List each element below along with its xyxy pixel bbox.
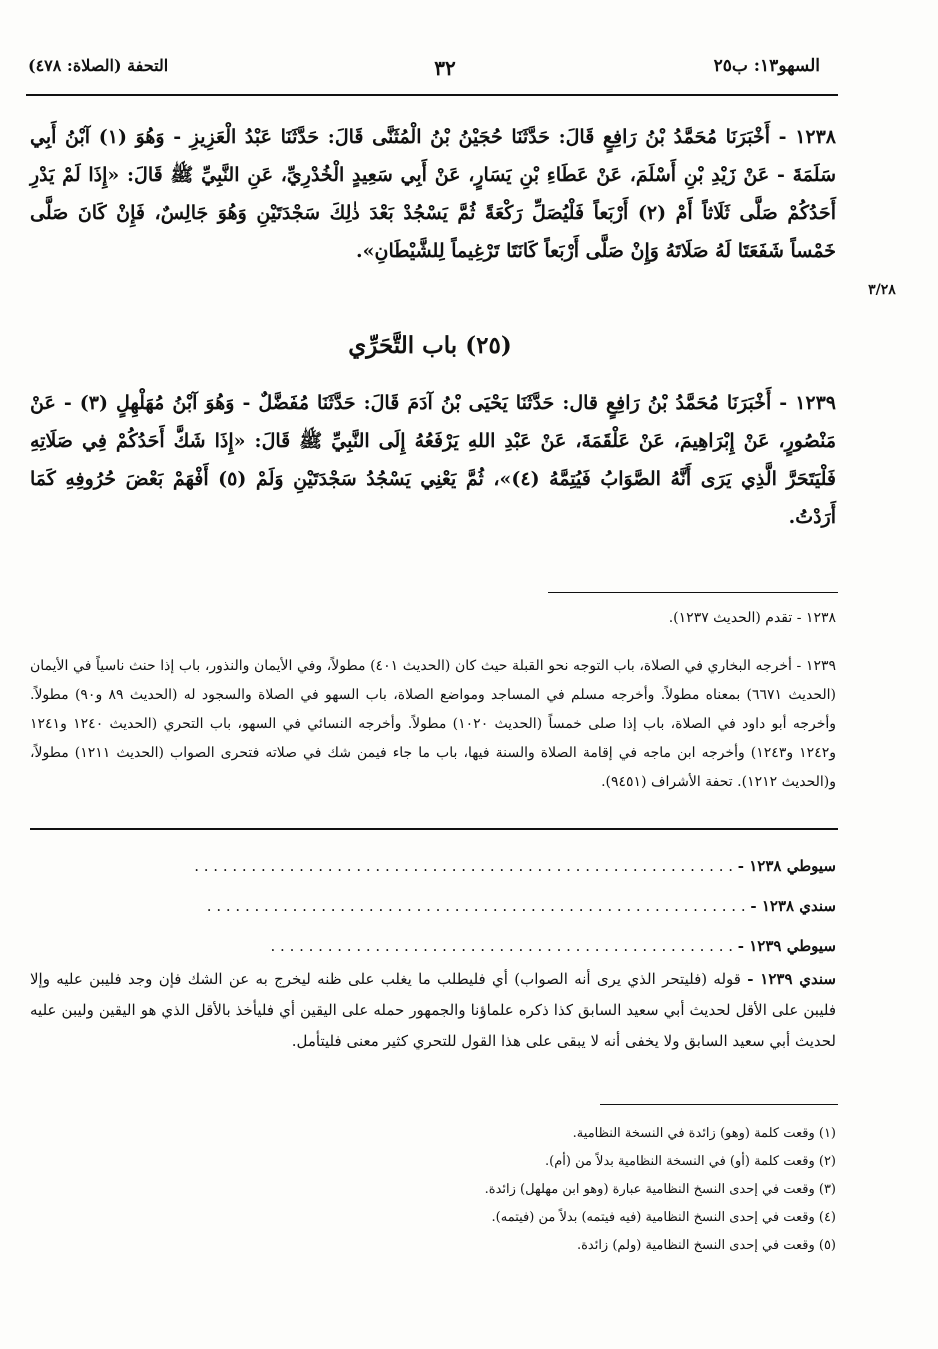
commentary-text: قوله (فليتحر الذي يرى أنه الصواب) أي فليطلب ما يغلب على ظنه ليخرج به عن الشك فإن وجد فليبن عليه وإلا فليبن على الأقل لحديث أبي سعيد السابق كذا ذكره علماؤنا والجمهور حمله على اليقين أي فليأخذ بالأقل الذي هو اليقين وليبن عليه لحديث أبي سعيد السابق ولا يخفى أنه لا يبقى على هذا القول للتحري كثير معنى فليتأمل. xyxy=(30,970,836,1050)
page-number: ٣٢ xyxy=(434,56,456,80)
footnote-4: (٤) وقعت في إحدى النسخ النظامية (فيه فيتمه) بدلاً من (فيتمه). xyxy=(491,1210,836,1225)
takhrij-1238: ١٢٣٨ - تقدم (الحديث ١٢٣٧). xyxy=(668,610,836,626)
chapter-title: (٢٥) باب التَّحَرِّي xyxy=(348,332,512,359)
commentary-line-suyuti-1238 xyxy=(30,852,836,880)
hadith-text: ١٢٣٩ - أَخْبَرَنَا مُحَمَّدُ بْنُ رَافِعٍ قال: حَدَّثَنَا يَحْيَى بْنُ آدَمَ قَالَ: حَدَّثَنَا مُفَضَّلٌ - وَهُوَ آبْنُ مُهَلْهِلٍ (٣) - عَنْ مَنْصُورٍ، عَنْ إِبْرَاهِيمَ، عَنْ عَلْقَمَةَ، عَنْ عَبْدِ اللهِ يَرْفَعُهُ إِلَى النَّبِيِّ ﷺ قَالَ: «إِذَا شَكَّ أَحَدُكُمْ فِي صَلَاتِهِ فَلْيَتَحَرَّ الَّذِي يَرَى أَنَّهُ الصَّوَابُ فَيُتِمَّهُ (٤)»، ثُمَّ يَعْنِي يَسْجُدُ سَجْدَتَيْنِ وَلَمْ (٥) أَفْهَمْ بَعْضَ حُرُوفِهِ كَمَا أَرَدْتُ. xyxy=(30,392,837,528)
commentary-sindi-1239 xyxy=(30,964,836,1057)
hadith-1238 xyxy=(30,118,836,270)
takhrij-1239: ١٢٣٩ - أخرجه البخاري في الصلاة، باب التوجه نحو القبلة حيث كان (الحديث ٤٠١) مطولاً، وفي الأيمان والنذور، باب إذا حنث ناسياً في الأيمان (الحديث ٦٦٧١) بمعناه مطولاً. وأخرجه مسلم في المساجد ومواضع الصلاة، باب السهو في الصلاة والسجود له (الحديث ٨٩ و٩٠) مطولاً. وأخرجه أبو داود في الصلاة، باب إذا صلى خمساً (الحديث ١٠٢٠) مطولاً. وأخرجه النسائي في السهو، باب التحري (الحديث ١٢٤٠ و١٢٤١ و١٢٤٢ و١٢٤٣) وأخرجه ابن ماجه في إقامة الصلاة والسنة فيها، باب ما جاء فيمن شك في صلاته فتحرى الصواب (الحديث ١٢١١) مطولاً، و(الحديث ١٢١٢). تحفة الأشراف (٩٤٥١). xyxy=(30,658,837,790)
commentary-rule xyxy=(30,828,838,830)
commentary-dots: . . . . . . . . . . . . . . . . . . . . . . . . . . . . . . . . . . . . . . . . . . . . . . . . . . . . . . . . . xyxy=(206,897,746,915)
hadith-text: ١٢٣٨ - أَخْبَرَنَا مُحَمَّدُ بْنُ رَافِعٍ قَالَ: حَدَّثَنَا حُجَيْنُ بْنُ الْمُثَنَّى قَالَ: حَدَّثَنَا عَبْدُ الْعَزِيزِ - وَهُوَ (١) آبْنُ أَبِي سَلَمَةَ - عَنْ زَيْدِ بْنِ أَسْلَمَ، عَنْ عَطَاءِ بْنِ يَسَارٍ، عَنْ أَبِي سَعِيدٍ الْخُدْرِيِّ، عَنِ النَّبِيِّ ﷺ قَالَ: «إِذَا لَمْ يَدْرِ أَحَدُكُمْ صَلَّى ثَلَاثاً أَمْ (٢) أَرْبَعاً فَلْيُصَلِّ رَكْعَةً ثُمَّ يَسْجُدْ بَعْدَ ذٰلِكَ سَجْدَتَيْنِ وَهُوَ جَالِسٌ، فَإِنْ كَانَ صَلَّى خَمْساً شَفَعَتَا لَهُ صَلَاتَهُ وَإِنْ صَلَّى أَرْبَعاً كَانَتَا تَرْغِيماً لِلشَّيْطَانِ». xyxy=(30,126,837,262)
commentary-label: سيوطي ١٢٣٨ - xyxy=(737,857,836,875)
header-left-ref: التحفة (الصلاة: ٤٧٨) xyxy=(28,56,169,75)
takhrij-rule xyxy=(548,592,838,593)
header-rule xyxy=(26,94,838,96)
margin-marker: ٣/٢٨ xyxy=(868,282,896,298)
footnote-3: (٣) وقعت في إحدى النسخ النظامية عبارة (وهو ابن مهلهل) زائدة. xyxy=(484,1182,836,1197)
footnote-2: (٢) وقعت كلمة (أو) في النسخة النظامية بدلاً من (أم). xyxy=(545,1154,836,1169)
footnote-1: (١) وقعت كلمة (وهو) زائدة في النسخة النظامية. xyxy=(572,1126,836,1141)
commentary-line-suyuti-1239 xyxy=(30,932,836,960)
commentary-label: سندي ١٢٣٨ - xyxy=(750,897,836,915)
footnote-5: (٥) وقعت في إحدى النسخ النظامية (ولم) زائدة. xyxy=(576,1238,836,1253)
commentary-label: سندي ١٢٣٩ - xyxy=(747,970,836,988)
footnotes-rule xyxy=(600,1104,838,1105)
commentary-dots: . . . . . . . . . . . . . . . . . . . . . . . . . . . . . . . . . . . . . . . . . . . . . . . . . xyxy=(270,937,734,955)
commentary-label: سيوطي ١٢٣٩ - xyxy=(737,937,836,955)
commentary-dots: . . . . . . . . . . . . . . . . . . . . . . . . . . . . . . . . . . . . . . . . . . . . . . . . . . . . . . . . . xyxy=(194,857,734,875)
footnotes xyxy=(30,1120,836,1260)
commentary-line-sindi-1238 xyxy=(30,892,836,920)
header-right-ref: السهو١٣: ب٢٥ xyxy=(713,56,820,76)
hadith-1239 xyxy=(30,384,836,536)
